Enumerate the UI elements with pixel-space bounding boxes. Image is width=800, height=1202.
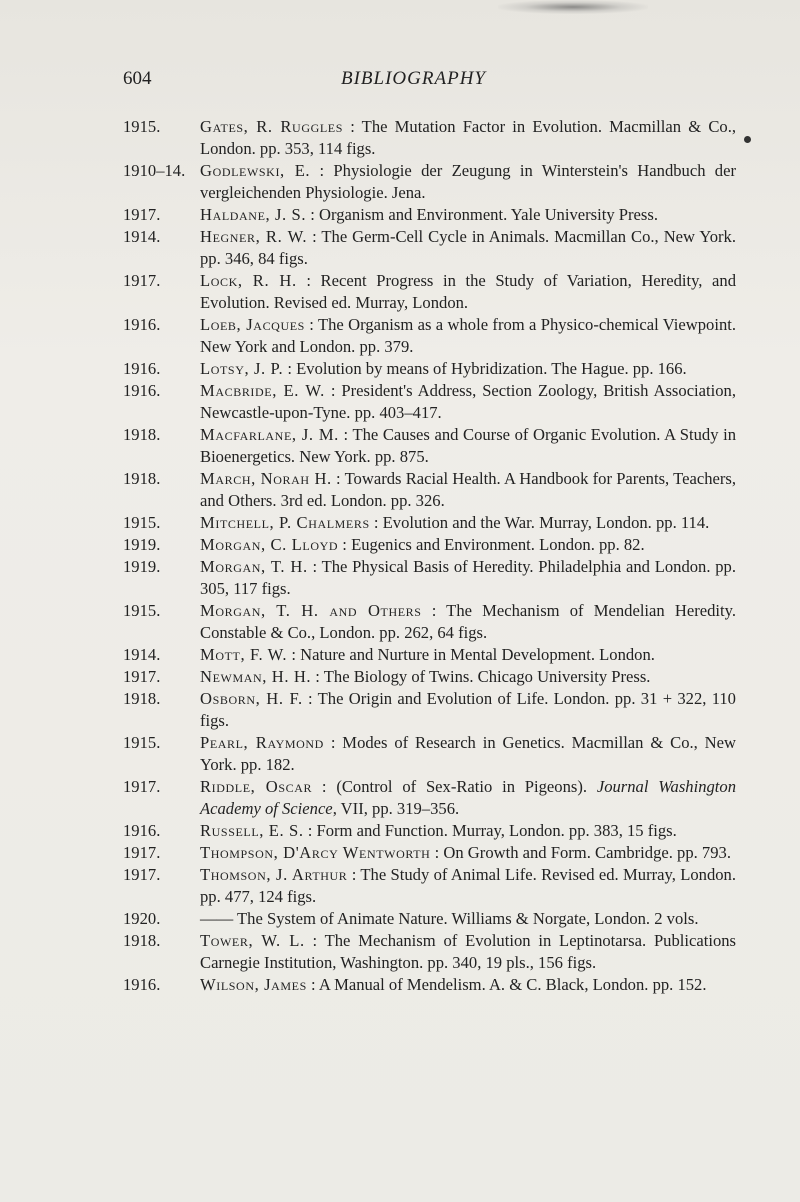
entry-author: Morgan, T. H. and Others [200,601,422,620]
bibliography-entry [123,732,736,776]
entry-text: : Modes of Research in Genetics. Macmillan & Co., New York. pp. 182. [200,733,736,774]
entry-text: : Form and Function. Murray, London. pp. 383, 15 figs. [303,821,677,840]
entry-text: : The Organism as a whole from a Physico-chemical Viewpoint. New York and London. pp. 379. [200,315,737,356]
entry-text: : Towards Racial Health. A Handbook for Parents, Teachers, and Others. 3rd ed. London. pp. 326. [200,469,736,510]
entry-text: : The Study of Animal Life. Revised ed. Murray, London. pp. 477, 124 figs. [200,865,736,906]
entry-year: 1914. [123,645,161,664]
entry-author: Tower, W. L. [200,931,305,950]
entry-author: Newman, H. H. [200,667,312,686]
entry-text: : (Control of Sex-Ratio in Pigeons). [312,777,597,796]
bibliography-entry [123,160,736,204]
bibliography-entry [123,644,736,666]
margin-dot [744,136,751,143]
entry-year: 1917. [123,843,161,862]
entry-author: Godlewski, E. [200,161,311,180]
entry-text: : The Biology of Twins. Chicago University Press. [311,667,651,686]
entry-year: 1917. [123,667,161,686]
page-header [123,68,683,94]
entry-year: 1919. [123,557,161,576]
entry-author: Morgan, T. H. [200,557,308,576]
entry-author: Mitchell, P. Chalmers [200,513,370,532]
entry-author: Russell, E. S. [200,821,304,840]
entry-text: : President's Address, Section Zoology, British Association, Newcastle-upon-Tyne. pp. 403–417. [200,381,736,422]
entry-text: : Eugenics and Environment. London. pp. 82. [338,535,645,554]
bibliography-entry [123,512,736,534]
entry-year: 1915. [123,733,161,752]
entry-year: 1919. [123,535,161,554]
entry-author: Wilson, James [200,975,307,994]
entry-text: : Evolution and the War. Murray, London. pp. 114. [369,513,710,532]
entry-author: Osborn, H. F. [200,689,303,708]
entry-year: 1910–14. [123,161,186,180]
entry-author: Lotsy, J. P. [200,359,284,378]
entry-author: Mott, F. W. [200,645,288,664]
page-number: 604 [123,68,152,89]
bibliography-entry [123,930,736,974]
entry-year: 1915. [123,513,161,532]
entry-author: Morgan, C. Lloyd [200,535,339,554]
bibliography-entry [123,864,736,908]
bibliography-entry [123,116,736,160]
bibliography-entry [123,534,736,556]
entry-text: : The Origin and Evolution of Life. London. pp. 31 + 322, 110 figs. [200,689,736,730]
entry-text: : The Physical Basis of Heredity. Philadelphia and London. pp. 305, 117 figs. [200,557,737,598]
entry-text: : The Mechanism of Evolution in Leptinotarsa. Publications Carnegie Institution, Washington. pp. 340, 19 pls., 156 figs. [200,931,736,972]
bibliography-entry [123,556,736,600]
bibliography-entry [123,974,736,996]
entry-author: Loeb, Jacques [200,315,305,334]
entry-author: Macfarlane, J. M. [200,425,339,444]
bibliography-entry [123,358,736,380]
entry-year: 1916. [123,315,161,334]
entry-author: Gates, R. Ruggles [200,117,343,136]
bibliography-entry [123,908,736,930]
entry-year: 1915. [123,117,161,136]
entry-text: : Recent Progress in the Study of Variation, Heredity, and Evolution. Revised ed. Murray, London. [200,271,736,312]
entry-journal: Journal Washington Academy of Science [200,777,736,818]
entry-year: 1920. [123,909,161,928]
entry-ditto: —— [200,909,234,928]
bibliography-entry [123,820,736,842]
entry-text-after: , VII, pp. 319–356. [332,799,460,818]
bibliography-entry [123,314,736,358]
entry-author: Thomson, J. Arthur [200,865,348,884]
entry-year: 1916. [123,381,161,400]
entry-text: : The Germ-Cell Cycle in Animals. Macmillan Co., New York. pp. 346, 84 figs. [200,227,736,268]
entry-text: : On Growth and Form. Cambridge. pp. 793. [430,843,731,862]
entry-author: Thompson, D'Arcy Wentworth [200,843,431,862]
entry-author: Haldane, J. S. [200,205,307,224]
entry-author: Hegner, R. W. [200,227,308,246]
entry-author: Pearl, Raymond [200,733,324,752]
bibliography-entry [123,842,736,864]
entry-year: 1917. [123,865,161,884]
entry-text: : Nature and Nurture in Mental Development. London. [287,645,655,664]
bibliography-list [123,116,736,996]
entry-year: 1916. [123,359,161,378]
entry-author: March, Norah H. [200,469,332,488]
entry-text: : A Manual of Mendelism. A. & C. Black, London. pp. 152. [306,975,707,994]
entry-year: 1917. [123,271,161,290]
entry-year: 1918. [123,931,161,950]
entry-author: Macbride, E. W. [200,381,325,400]
bibliography-entry [123,380,736,424]
bibliography-entry [123,666,736,688]
bibliography-entry [123,600,736,644]
entry-text: : Physiologie der Zeugung in Winterstein's Handbuch der vergleichenden Physiologie. Jena. [200,161,736,202]
entry-year: 1918. [123,469,161,488]
entry-text: The System of Animate Nature. Williams & Norgate, London. 2 vols. [233,909,699,928]
bibliography-entry [123,204,736,226]
entry-year: 1917. [123,205,161,224]
entry-author: Lock, R. H. [200,271,297,290]
entry-year: 1918. [123,425,161,444]
bibliography-entry [123,226,736,270]
entry-text: : Organism and Environment. Yale University Press. [306,205,658,224]
scan-shadow [498,0,648,14]
entry-text: : The Mutation Factor in Evolution. Macmillan & Co., London. pp. 353, 114 figs. [200,117,736,158]
entry-text: : The Mechanism of Mendelian Heredity. Constable & Co., London. pp. 262, 64 figs. [200,601,736,642]
bibliography-entry [123,270,736,314]
entry-year: 1914. [123,227,161,246]
entry-year: 1916. [123,975,161,994]
bibliography-entry [123,424,736,468]
entry-text: : The Causes and Course of Organic Evolution. A Study in Bioenergetics. New York. pp. 875. [200,425,736,466]
running-head: BIBLIOGRAPHY [341,68,486,89]
entry-author: Riddle, Oscar [200,777,313,796]
bibliography-entry [123,776,736,820]
entry-year: 1916. [123,821,161,840]
entry-text: : Evolution by means of Hybridization. The Hague. pp. 166. [283,359,687,378]
entry-year: 1915. [123,601,161,620]
bibliography-entry [123,468,736,512]
bibliography-entry [123,688,736,732]
entry-year: 1918. [123,689,161,708]
entry-year: 1917. [123,777,161,796]
